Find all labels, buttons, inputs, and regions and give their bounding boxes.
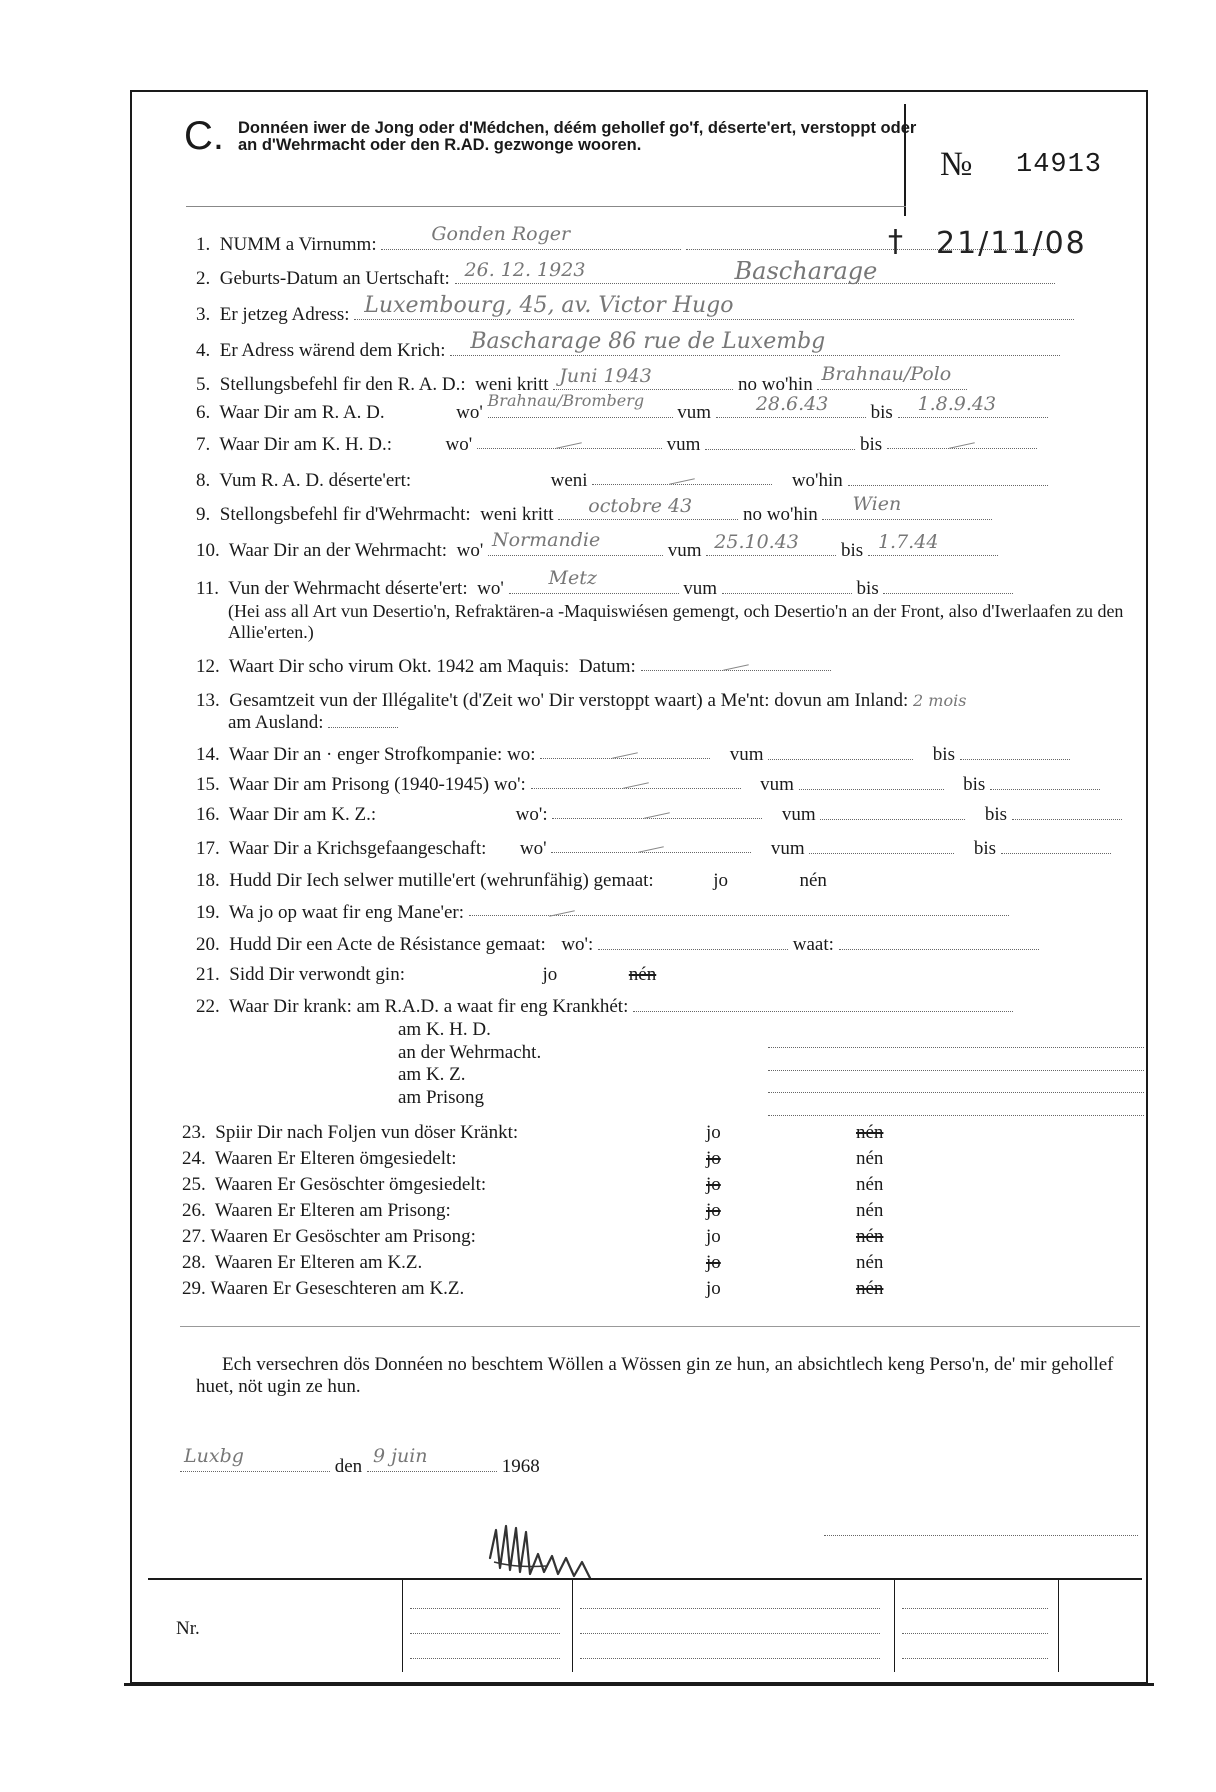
row-12: 12. Waart Dir scho virum Okt. 1942 am Maquis: Datum: — [196, 656, 831, 678]
place-date-line: Luxbg den 9 juin 1968 — [180, 1456, 540, 1478]
handwritten-wehrmacht-order-place: Wien — [852, 493, 902, 515]
row-label: NUMM a Virnumm: — [219, 234, 377, 255]
row-21: 21. Sidd Dir verwondt gin: jo nén — [196, 964, 657, 985]
handwritten-war-address: Bascharage 86 rue de Luxembg — [470, 329, 826, 354]
row-7: 7. Waar Dir am K. H. D.: wo' vum bis — [196, 434, 1037, 456]
row-10: 10. Waar Dir an der Wehrmacht: wo' Normandie vum 25.10.43 bis 1.7.44 — [196, 540, 998, 562]
row-17: 17. Waar Dir a Krichsgefaangeschaft: wo' vum bis — [196, 838, 1111, 860]
row-14: 14. Waar Dir an · enger Strofkompanie: wo: vum bis — [196, 744, 1070, 766]
row-8: 8. Vum R. A. D. déserte'ert: weni wo'hin — [196, 470, 1048, 492]
row-23: 23. Spiir Dir nach Foljen vun döser Kränkt: — [182, 1122, 519, 1143]
row-22-sublist: am K. H. D. an der Wehrmacht. am K. Z. am Prisong — [398, 1019, 542, 1108]
row-19: 19. Wa jo op waat fir eng Mane'er: — [196, 902, 1009, 924]
row-15: 15. Waar Dir am Prisong (1940-1945) wo': vum bis — [196, 774, 1100, 796]
handwritten-inland-time: 2 mois — [913, 691, 967, 710]
struck-nen: nén — [628, 964, 657, 985]
desertion-note: (Hei ass all Art vun Desertio'n, Refraktären-a -Maquiswiésen gemengt, och Desertio'n an der Front, also d'Iwerlaafen zu den Allie'erten.) — [228, 601, 1124, 642]
handwritten-rad-to: 1.8.9.43 — [917, 393, 997, 415]
handwritten-rad-order-date: Juni 1943 — [559, 365, 652, 387]
declaration-text: Ech versechren dös Donnéen no beschtem Wöllen a Wössen gin ze hun, an absichtlech keng Perso'n, de' mir gehollef huet, nöt ugin ze hun. — [196, 1354, 1114, 1397]
row-5: 5. Stellungsbefehl fir den R. A. D.: weni kritt Juni 1943 no wo'hin Brahnau/Polo — [196, 374, 967, 396]
row-13-abroad: am Ausland: — [228, 712, 398, 734]
handwritten-rad-place: Brahnau/Bromberg — [487, 391, 645, 410]
handwritten-rad-order-place: Brahnau/Polo — [821, 363, 952, 385]
footer-lines-1 — [410, 1592, 560, 1667]
table-col-1 — [402, 1578, 403, 1672]
section-separator — [180, 1326, 1140, 1327]
table-col-2 — [572, 1578, 573, 1672]
form-number: 14913 — [1016, 150, 1103, 180]
handwritten-address: Luxembourg, 45, av. Victor Hugo — [364, 293, 734, 318]
rows-23-29-labels — [182, 1120, 518, 1302]
row-22: 22. Waar Dir krank: am R.A.D. a waat fir eng Krankhét: — [196, 996, 1013, 1018]
handwritten-wehrmacht-order-date: octobre 43 — [588, 495, 693, 517]
header-underline — [186, 206, 906, 207]
table-top-rule — [148, 1578, 1142, 1580]
row-3: 3. Er jetzeg Adress: Luxembourg, 45, av. Victor Hugo — [196, 304, 1074, 326]
row-29: 29. Waaren Er Geseschteren am K.Z. — [182, 1278, 465, 1299]
handwritten-death-date: 21/11/08 — [936, 226, 1087, 261]
signature-line — [824, 1521, 1138, 1541]
row-28: 28. Waaren Er Elteren am K.Z. — [182, 1252, 423, 1273]
handwritten-desertion-place: Metz — [548, 567, 597, 589]
handwritten-rad-from: 28.6.43 — [755, 393, 829, 415]
option-jo: jo — [713, 870, 728, 891]
handwritten-wehrmacht-place: Normandie — [492, 529, 601, 551]
row-24: 24. Waaren Er Elteren ömgesiedelt: — [182, 1148, 457, 1169]
section-title: Donnéen iwer de Jong oder d'Médchen, déém gehollef go'f, déserte'ert, verstoppt oder an d'Wehrmacht oder den R.AD. gezwonge wooren. — [238, 119, 917, 154]
row-27: 27. Waaren Er Gesöschter am Prisong: — [182, 1226, 476, 1247]
handwritten-wehrmacht-from: 25.10.43 — [714, 531, 799, 553]
handwritten-wehrmacht-to: 1.7.44 — [877, 531, 939, 553]
handwritten-birth-place: Bascharage — [734, 257, 878, 285]
row-16: 16. Waar Dir am K. Z.: wo': vum bis — [196, 804, 1122, 826]
footer-nr-label: Nr. — [176, 1618, 200, 1639]
row-18: 18. Hudd Dir Iech selwer mutille'ert (wehrunfähig) gemaat: jo nén — [196, 870, 827, 891]
rows-23-29-nen: nén nén nén nén nén nén nén — [856, 1122, 884, 1299]
rows-23-29-jo: jo jo jo jo jo jo jo — [706, 1122, 721, 1299]
handwritten-place: Luxbg — [184, 1445, 244, 1467]
row-6: 6. Waar Dir am R. A. D. wo' Brahnau/Bromberg vum 28.6.43 bis 1.8.9.43 — [196, 402, 1048, 424]
row-2: 2. Geburts-Datum an Uertschaft: 26. 12. 1923 Bascharage — [196, 268, 1055, 290]
row-13: 13. Gesamtzeit vun der Illégalite't (d'Zeit wo' Dir verstoppt waart) a Me'nt: dovun am Inland: 2 mois — [196, 690, 967, 711]
row-26: 26. Waaren Er Elteren am Prisong: — [182, 1200, 451, 1221]
row-number: 1. — [196, 234, 211, 255]
bottom-rule — [124, 1683, 1154, 1686]
table-col-4 — [1058, 1578, 1059, 1672]
deceased-mark: † — [888, 224, 905, 259]
row-11: 11. Vun der Wehrmacht déserte'ert: wo' Metz vum bis — [196, 578, 1013, 600]
section-letter: C. — [184, 114, 224, 158]
option-nen: nén — [799, 870, 827, 891]
table-col-3 — [894, 1578, 895, 1672]
row-20: 20. Hudd Dir een Acte de Résistance gemaat: wo': waat: — [196, 934, 1039, 956]
footer-lines-3 — [902, 1592, 1048, 1667]
row-22-lines — [768, 1033, 1144, 1123]
footer-lines-2 — [580, 1592, 880, 1667]
row-25: 25. Waaren Er Gesöschter ömgesiedelt: — [182, 1174, 487, 1195]
row-4: 4. Er Adress wärend dem Krich: Bascharage 86 rue de Luxembg — [196, 340, 1060, 362]
handwritten-birth-date: 26. 12. 1923 — [464, 259, 586, 281]
handwritten-name: Gonden Roger — [431, 223, 571, 245]
row-9: 9. Stellongsbefehl fir d'Wehrmacht: weni kritt octobre 43 no wo'hin Wien — [196, 504, 992, 526]
handwritten-day: 9 juin — [372, 1445, 428, 1467]
number-sign: № — [940, 146, 973, 183]
